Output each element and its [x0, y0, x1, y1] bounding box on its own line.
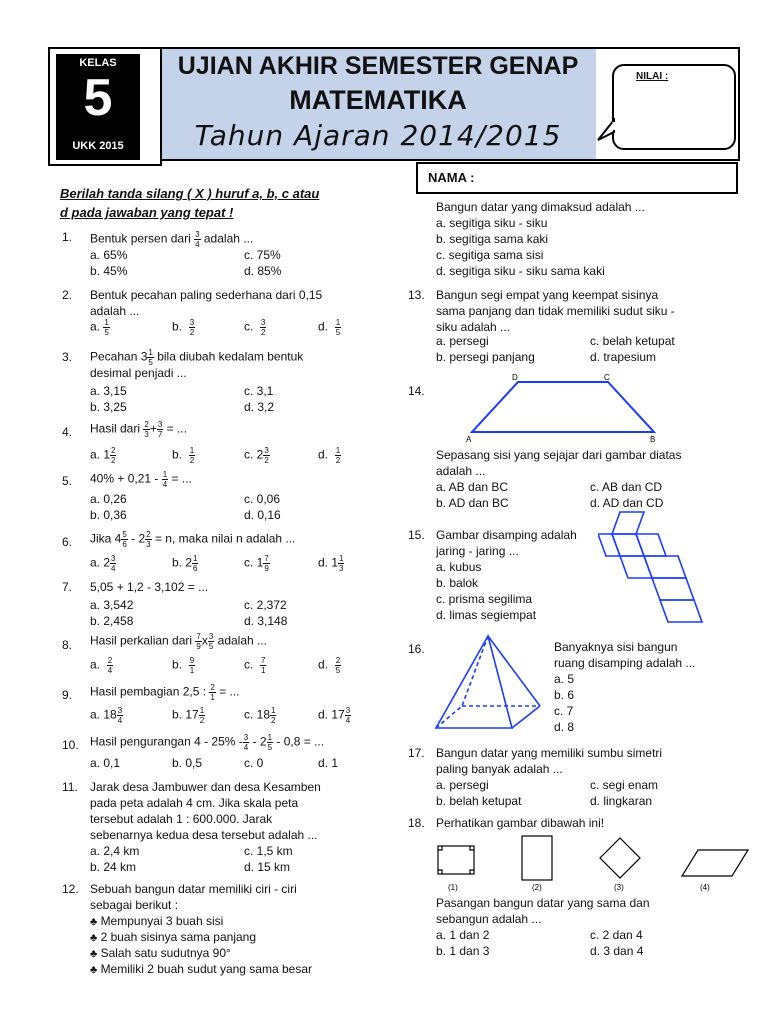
question-text: sama panjang dan tidak memiliki sudut siku - — [436, 304, 675, 318]
exam-title: UJIAN AKHIR SEMESTER GENAP — [177, 52, 579, 80]
club-icon: ♣ — [90, 916, 98, 928]
question-number: 7. — [62, 580, 73, 594]
option-b[interactable]: b. 3,25 — [90, 400, 127, 414]
question-text: pada peta adalah 4 cm. Jika skala peta — [90, 796, 299, 810]
list-item: ♣ Mempunyai 3 buah sisi — [90, 914, 224, 928]
option-a[interactable]: a. 0,26 — [90, 492, 127, 506]
option-c[interactable]: c. 2,372 — [244, 598, 287, 612]
option-c[interactable]: c. 1 $\frac{7}{9}$ — [244, 554, 269, 573]
question-number: 5. — [62, 474, 73, 488]
option-a[interactable]: a. 2 $\frac{3}{4}$ — [90, 554, 116, 573]
option-b[interactable]: b. 17 $\frac{1}{2}$ — [172, 706, 205, 725]
fraction: $\frac{3}{4}$ — [195, 230, 200, 249]
question-text: Jarak desa Jambuwer dan desa Kesamben — [90, 780, 321, 794]
question-number: 15. — [408, 528, 425, 542]
option-d[interactable]: d. AD dan CD — [590, 496, 664, 510]
caption-1: (1) — [448, 883, 458, 892]
point-b-label: B — [650, 435, 656, 444]
box-net-figure — [598, 508, 728, 638]
club-icon: ♣ — [90, 948, 98, 960]
option-b[interactable]: b. 24 km — [90, 860, 137, 874]
option-d[interactable]: d. 3,148 — [244, 614, 288, 628]
question-number: 14. — [408, 384, 425, 398]
question-text — [90, 230, 253, 249]
option-a[interactable]: a. $\frac{2}{4}$ — [90, 656, 113, 675]
option-b[interactable]: b. $\frac{3}{2}$ — [172, 318, 195, 337]
point-a-label: A — [466, 435, 472, 444]
question-text: sebagai berikut : — [90, 898, 179, 912]
option-b[interactable]: b. 0,5 — [172, 756, 203, 770]
question-number: 2. — [62, 288, 73, 302]
question-text: Pasangan bangun datar yang sama dan — [436, 896, 650, 910]
option-b[interactable]: b. 6 — [554, 688, 575, 702]
academic-year: Tahun Ajaran 2014/2015 — [194, 119, 562, 152]
option-c[interactable]: c. 75% — [244, 248, 281, 262]
option-b[interactable]: b. 0,36 — [90, 508, 127, 522]
subject-title: MATEMATIKA — [289, 85, 467, 115]
option-c[interactable]: c. 0 — [244, 756, 264, 770]
option-a[interactable]: a. kubus — [436, 560, 482, 574]
option-a[interactable]: a. 65% — [90, 248, 128, 262]
parallelogram-shape — [682, 850, 748, 876]
option-c[interactable]: c. $\frac{7}{1}$ — [244, 656, 266, 675]
option-b[interactable]: b. 1 dan 3 — [436, 944, 490, 958]
question-number: 11. — [62, 780, 78, 794]
question-text: Gambar disamping adalah — [436, 528, 577, 542]
option-d[interactable]: d. 15 km — [244, 860, 291, 874]
option-a[interactable]: a. AB dan BC — [436, 480, 509, 494]
option-d[interactable]: d. limas segiempat — [436, 608, 537, 622]
pyramid-figure — [432, 632, 544, 734]
option-d[interactable]: d. 3,2 — [244, 400, 275, 414]
option-b[interactable]: b. belah ketupat — [436, 794, 522, 808]
q1-text-end: adalah ... — [203, 231, 254, 246]
question-text: siku adalah ... — [436, 320, 511, 334]
speech-tail-icon — [596, 118, 616, 144]
caption-4: (4) — [700, 883, 710, 892]
option-b[interactable]: b. 45% — [90, 264, 128, 278]
question-number: 8. — [62, 638, 73, 652]
option-c[interactable]: c. segi enam — [590, 778, 659, 792]
question-number: 12. — [62, 882, 79, 896]
option-c[interactable]: c. 7 — [554, 704, 574, 718]
question-text: jaring - jaring ... — [436, 544, 519, 558]
club-icon: ♣ — [90, 964, 98, 976]
option-a[interactable]: a. 5 — [554, 672, 575, 686]
right-angle-marks — [438, 846, 474, 874]
question-text: desimal penjadi ... — [90, 366, 187, 380]
question-text: adalah ... — [90, 304, 140, 318]
option-c[interactable]: c. 18 $\frac{1}{2}$ — [244, 706, 276, 725]
question-text: Hasil dari $\frac{2}{3}$ + $\frac{3}{7}$ = ... — [90, 420, 187, 439]
option-d[interactable]: d. 1 $\frac{1}{3}$ — [318, 554, 344, 573]
option-a[interactable]: a. $\frac{1}{5}$ — [90, 318, 109, 337]
option-b[interactable]: b. persegi panjang — [436, 350, 535, 364]
question-text: tersebut adalah 1 : 600.000. Jarak — [90, 812, 273, 826]
question-text: 5,05 + 1,2 - 3,102 = ... — [90, 580, 209, 594]
question-text: Hasil pembagian 2,5 : $\frac{2}{1}$ = ... — [90, 683, 240, 702]
option-b[interactable]: b. balok — [436, 576, 479, 590]
caption-3: (3) — [614, 883, 624, 892]
option-d[interactable]: d. $\frac{2}{5}$ — [318, 656, 341, 675]
question-number: 1. — [62, 230, 73, 244]
option-b[interactable]: b. 2 $\frac{1}{6}$ — [172, 554, 198, 573]
option-d[interactable]: d. 85% — [244, 264, 282, 278]
ukk-label: UKK 2015 — [72, 140, 124, 152]
q1-text: Bentuk persen dari — [90, 231, 191, 246]
option-d[interactable]: d. segitiga siku - siku sama kaki — [436, 264, 605, 278]
option-b[interactable]: b. AD dan BC — [436, 496, 509, 510]
option-c[interactable]: c. prisma segilima — [436, 592, 533, 606]
option-d[interactable]: d. lingkaran — [590, 794, 653, 808]
instruction-line-2: d pada jawaban yang tepat ! — [60, 205, 234, 220]
question-number: 16. — [408, 642, 425, 656]
score-label: NILAI : — [636, 71, 669, 82]
option-c[interactable]: c. 1,5 km — [244, 844, 293, 858]
caption-2: (2) — [532, 883, 542, 892]
question-text: sebenarnya kedua desa tersebut adalah ... — [90, 828, 318, 842]
question-text: adalah ... — [436, 464, 486, 478]
option-c[interactable]: c. segitiga sama sisi — [436, 248, 544, 262]
option-a[interactable]: a. 2,4 km — [90, 844, 140, 858]
option-c[interactable]: c. 2 dan 4 — [590, 928, 643, 942]
name-label: NAMA : — [428, 170, 475, 185]
option-d[interactable]: d. 17 $\frac{3}{4}$ — [318, 706, 351, 725]
question-text: Banyaknya sisi bangun — [554, 640, 678, 654]
point-c-label: C — [604, 373, 610, 382]
question-number: 17. — [408, 746, 425, 760]
option-a[interactable]: a. 0,1 — [90, 756, 121, 770]
question-text: Hasil pengurangan 4 - 25% - $\frac{3}{4}$ - 2 $\frac{1}{5}$ - 0,8 = ... — [90, 733, 325, 752]
point-d-label: D — [512, 373, 518, 382]
option-b[interactable]: b. $\frac{1}{2}$ — [172, 446, 195, 465]
question-number: 13. — [408, 288, 425, 302]
rhombus-shape — [600, 838, 640, 878]
question-text: Bangun datar yang memiliki sumbu simetri — [436, 746, 663, 760]
option-b[interactable]: b. $\frac{9}{1}$ — [172, 656, 195, 675]
question-text: Perhatikan gambar dibawah ini! — [436, 816, 605, 830]
question-number: 9. — [62, 688, 73, 702]
option-c[interactable]: c. belah ketupat — [590, 334, 675, 348]
option-b[interactable]: b. segitiga sama kaki — [436, 232, 549, 246]
instruction-line-1: Berilah tanda silang ( X ) huruf a, b, c atau — [60, 186, 320, 201]
option-c[interactable]: c. 2 $\frac{3}{2}$ — [244, 446, 269, 465]
question-number: 10. — [62, 738, 79, 752]
class-badge — [56, 54, 140, 160]
class-number: 5 — [83, 69, 113, 127]
option-d[interactable]: d. $\frac{1}{5}$ — [318, 318, 341, 337]
question-text: ruang disamping adalah ... — [554, 656, 696, 670]
list-item: ♣ 2 buah sisinya sama panjang — [90, 930, 256, 944]
option-b[interactable]: b. 2,458 — [90, 614, 134, 628]
question-number: 6. — [62, 535, 73, 549]
option-a[interactable]: a. 1 $\frac{2}{2}$ — [90, 446, 116, 465]
trapezoid-figure — [460, 372, 670, 444]
option-d[interactable]: d. trapesium — [590, 350, 657, 364]
option-d[interactable]: d. $\frac{1}{2}$ — [318, 446, 341, 465]
option-c[interactable]: c. 3,1 — [244, 384, 274, 398]
option-a[interactable]: a. segitiga siku - siku — [436, 216, 548, 230]
option-c[interactable]: c. AB dan CD — [590, 480, 663, 494]
question-number: 4. — [62, 425, 73, 439]
question-text: paling banyak adalah ... — [436, 762, 563, 776]
score-bubble[interactable] — [612, 64, 736, 150]
list-item: ♣ Memiliki 2 buah sudut yang sama besar — [90, 962, 313, 976]
option-d[interactable]: d. 3 dan 4 — [590, 944, 644, 958]
option-a[interactable]: a. 3,542 — [90, 598, 134, 612]
question-text: Sebuah bangun datar memiliki ciri - ciri — [90, 882, 297, 896]
option-a[interactable]: a. persegi — [436, 778, 489, 792]
question-text: Hasil perkalian dari $\frac{7}{9}$ x $\frac{3}{5}$ adalah ... — [90, 632, 268, 651]
option-c[interactable]: c. 0,06 — [244, 492, 281, 506]
square-shape — [438, 846, 474, 874]
option-a[interactable]: a. persegi — [436, 334, 489, 348]
class-label: KELAS — [79, 57, 117, 69]
option-d[interactable]: d. 0,16 — [244, 508, 281, 522]
question-text: Sepasang sisi yang sejajar dari gambar diatas — [436, 448, 682, 462]
question-text: Bangun datar yang dimaksud adalah ... — [436, 200, 645, 214]
option-d[interactable]: d. 1 — [318, 756, 339, 770]
option-a[interactable]: a. 3,15 — [90, 384, 127, 398]
question-number: 18. — [408, 816, 425, 830]
option-d[interactable]: d. 8 — [554, 720, 575, 734]
list-item: ♣ Salah satu sudutnya 90° — [90, 946, 231, 960]
question-text: 40% + 0,21 - $\frac{1}{4}$ = ... — [90, 470, 192, 489]
question-text: sebangun adalah ... — [436, 912, 542, 926]
question-text: Bangun segi empat yang keempat sisinya — [436, 288, 659, 302]
shapes-figure — [430, 832, 750, 894]
question-text: Jika 4 $\frac{5}{6}$ - 2 $\frac{2}{3}$ = n, maka nilai n adalah ... — [90, 530, 296, 549]
club-icon: ♣ — [90, 932, 98, 944]
rectangle-shape — [522, 836, 552, 880]
option-a[interactable]: a. 18 $\frac{3}{4}$ — [90, 706, 123, 725]
question-number: 3. — [62, 350, 73, 364]
question-text: Bentuk pecahan paling sederhana dari 0,15 — [90, 288, 323, 302]
question-text: Pecahan 3 $\frac{1}{5}$ bila diubah kedalam bentuk — [90, 348, 304, 367]
option-c[interactable]: c. $\frac{3}{2}$ — [244, 318, 266, 337]
option-a[interactable]: a. 1 dan 2 — [436, 928, 490, 942]
